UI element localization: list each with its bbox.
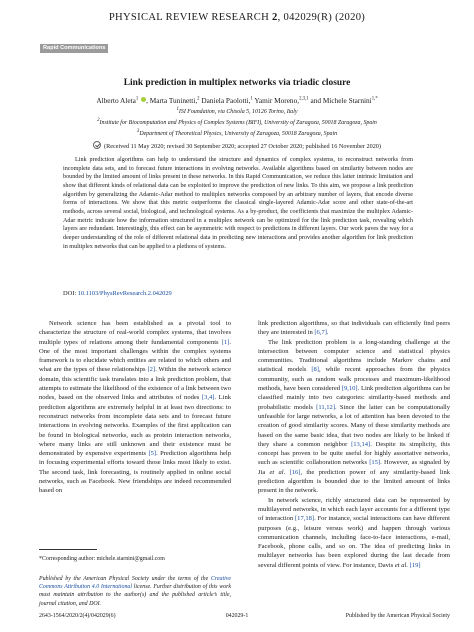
journal-citation: , 042029(R) (2020) (277, 12, 366, 23)
author-affil-sup: 1,* (371, 96, 378, 102)
abstract: Link prediction algorithms can help to understand the structure and dynamics of complex systems, to reconstruct networks from incomplete data sets, and to forecast future interactions in evolving networks. Available algorithms based on similarity between nodes are bounded by the limited amount of links present in these networks. In this Rapid Communication, we reduce this latter intrinsic limitation and show that different kinds of relational data can be exploited to improve the prediction of new links. To this aim, we propose a link prediction algorithm by generalizing the Adamic-Adar method to multiplex networks composed by an arbitrary number of layers, that encode diverse forms of interactions. We show that this metric outperforms the classical single-layered Adamic-Adar score and other state-of-the-art methods, across several social, biological, and technological systems. As a by-product, the coefficients that maximize the multiplex Adamic-Adar metric indicate how the information structured in a multiplex network can be optimized for the link prediction task, revealing which layers are redundant. Interestingly, this effect can be asymmetric with respect to predictions in different layers. Our work paves the way for a deeper understanding of the role of different relational data in predicting new interactions and provides another algorithm for link prediction in multiplex networks that can be applied to a plethora of systems. (63, 157, 413, 250)
footer-page-number: 042029-1 (225, 613, 249, 619)
citation-link[interactable]: [11,12] (316, 403, 336, 411)
author-affil-sup: 1 (250, 96, 253, 102)
body-text: Network science has been established as a pivotal tool to characterize the structure of real-world complex systems, that involves multiple types of relations among their fundamental components (39, 320, 231, 346)
affiliation-sup: 3 (136, 128, 140, 134)
citation-link[interactable]: [16] (289, 468, 301, 476)
body-paragraph (39, 319, 231, 496)
body-column-left (39, 319, 231, 496)
affiliations (0, 106, 474, 138)
doi-label: DOI: (63, 290, 78, 297)
citation-link[interactable]: [6,7] (314, 329, 327, 337)
author-name: and Michele Starnini (308, 96, 372, 105)
body-text: . Link prediction algorithms are extremely helpful in at least two directions: to reconstruct networks from incomplete data sets and to forecast future interactions in evolving networks. Examples of the first application can be found in biological networks, such as protein interaction networks, where many links are still unknown and their existence must be demonstrated by expensive experiments (39, 394, 232, 458)
body-text: . For instance, social interactions can have different purposes (e.g., leisure versus work) and happen through various communication channels, including face-to-face interactions, e-mail, Facebook, phone calls, and so on. The idea of predicting links in multilayer networks has been explored during the last decade from several different points of view. For instance, Davis (258, 515, 450, 569)
author-affil-sup: 2 (197, 96, 200, 102)
body-text: . One of the most important challenges within the complex systems framework is to elucidate which entities are related to which others and what are the types of these relationships (39, 338, 231, 374)
doi-link[interactable]: 10.1103/PhysRevResearch.2.042029 (77, 290, 172, 297)
body-text: . Link prediction algorithms can be classified mainly into two categories: similarity-based methods and probabilistic models (258, 385, 450, 411)
corresponding-author-footnote: *Corresponding author: michele.starnini@gmail.com (39, 556, 165, 562)
received-text: (Received 11 May 2020; revised 30 September 2020; accepted 27 October 2020; published 16 November 2020) (104, 143, 381, 150)
paper-title: Link prediction in multiplex networks via triadic closure (123, 78, 351, 88)
body-text: . Despite its simplicity, this concept has proven to be quite useful for highly assortative networks, such as scientific collaboration networks (258, 440, 450, 467)
affiliation-text: Institute for Biocomputation and Physics of Complex Systems (BIFI), University of Zaragoza, 50018 Zaragoza, Spain (99, 119, 377, 126)
citation-link[interactable]: [1] (221, 338, 230, 346)
section-tag: Rapid Communications (40, 44, 108, 53)
body-text: The link prediction problem is a long-standing challenge at the intersection between computer science and statistical physics communities. Traditional algorithms include Markov chains and statistical models (258, 338, 450, 374)
affiliation-line (0, 106, 474, 117)
journal-volume: 2 (272, 12, 278, 23)
citation-link[interactable]: [19] (409, 561, 421, 569)
body-paragraph (258, 319, 450, 338)
affiliation-text: ISI Foundation, via Chisola 5, 10126 Torino, Italy (178, 108, 298, 115)
body-text: link prediction algorithms, so that individuals can efficiently find peers they are interested in (258, 320, 450, 337)
footnote-divider (39, 549, 97, 550)
body-text: , the prediction power of any similarity-based link prediction algorithm is bounded due to the limited amount of links present in the network. (258, 468, 451, 495)
journal-name: PHYSICAL REVIEW RESEARCH (108, 12, 270, 23)
body-text: et al. (394, 561, 408, 569)
body-text: , while recent approaches from the physics community, such as random walk processes and maximum-likelihood methods, have been considered (258, 366, 450, 393)
doi-line (63, 290, 172, 297)
affiliation-text: Department of Theoretical Physics, University of Zaragoza, 50018 Zaragoza, Spain (139, 130, 338, 137)
journal-header (0, 12, 474, 23)
footer-issn: 2643-1564/2020/2(4)/042029(6) (39, 613, 116, 619)
citation-link[interactable]: [17,18] (295, 515, 315, 523)
affiliation-sup: 1 (176, 107, 179, 112)
body-text: . However, as signaled by Jia (258, 459, 450, 476)
citation-link[interactable]: [5] (148, 450, 157, 458)
license-text-post: license. Further distribution of this work must maintain attribution to the author(s) and the published article’s title, journal citation, and DOI. (39, 584, 231, 607)
body-paragraph (258, 496, 450, 570)
author-affil-sup: 1 (135, 96, 139, 102)
author-name: , Marta Tuninetti, (146, 96, 198, 105)
citation-link[interactable]: [2] (147, 366, 156, 374)
body-text: et al. (269, 468, 286, 476)
author-name: Daniela Paolotti, (199, 96, 251, 105)
received-dates (0, 141, 474, 150)
author-list (0, 96, 474, 105)
check-for-updates-icon[interactable] (93, 141, 101, 149)
affiliation-line (0, 128, 474, 139)
license-link[interactable]: Creative Commons Attribution 4.0 International (39, 576, 231, 591)
citation-link[interactable]: [15] (369, 459, 381, 467)
affiliation-sup: 2 (97, 117, 100, 123)
body-text: . Within the network science domain, this scientific task translates into a link prediction problem, that attempts to estimate the likelihood of the existence of a link between two nodes, based on the observed links and attributes of nodes (39, 366, 231, 402)
author-name: Yamir Moreno, (252, 96, 300, 105)
author-name: Alberto Aleta (96, 96, 136, 105)
affiliation-line (0, 117, 474, 128)
body-text: . Since the latter can be computationally unfeasible for large networks, a lot of attention has been devoted to the creation of good similarity scores. Many of these similarity methods are based on the same basic idea, that two nodes are likely to be linked if they share a common neighbor (258, 403, 450, 448)
body-text: In network science, richly structured data can be represented by multilayered networks, in which each layer accounts for a different type of interaction (258, 496, 450, 523)
citation-link[interactable]: [13,14] (351, 440, 371, 448)
citation-link[interactable]: [9,10] (341, 385, 358, 393)
body-paragraph (258, 338, 450, 496)
license-text-pre: Published by the American Physical Society under the terms of the (39, 576, 211, 582)
body-column-right (258, 319, 450, 570)
body-text: . Prediction algorithms help in focusing experimental efforts toward those links most likely to exist. The second task, link forecasting, is routinely applied in online social networks, such as Facebook. New friendships are indeed recommended based on (39, 450, 232, 495)
body-text: . (326, 329, 329, 337)
citation-link[interactable]: [3,4] (201, 394, 215, 402)
footer-publisher: Published by the American Physical Society (345, 613, 450, 619)
citation-link[interactable]: [8] (311, 366, 319, 374)
license-notice (39, 575, 231, 608)
author-affil-sup: 2,3,1 (299, 96, 309, 102)
